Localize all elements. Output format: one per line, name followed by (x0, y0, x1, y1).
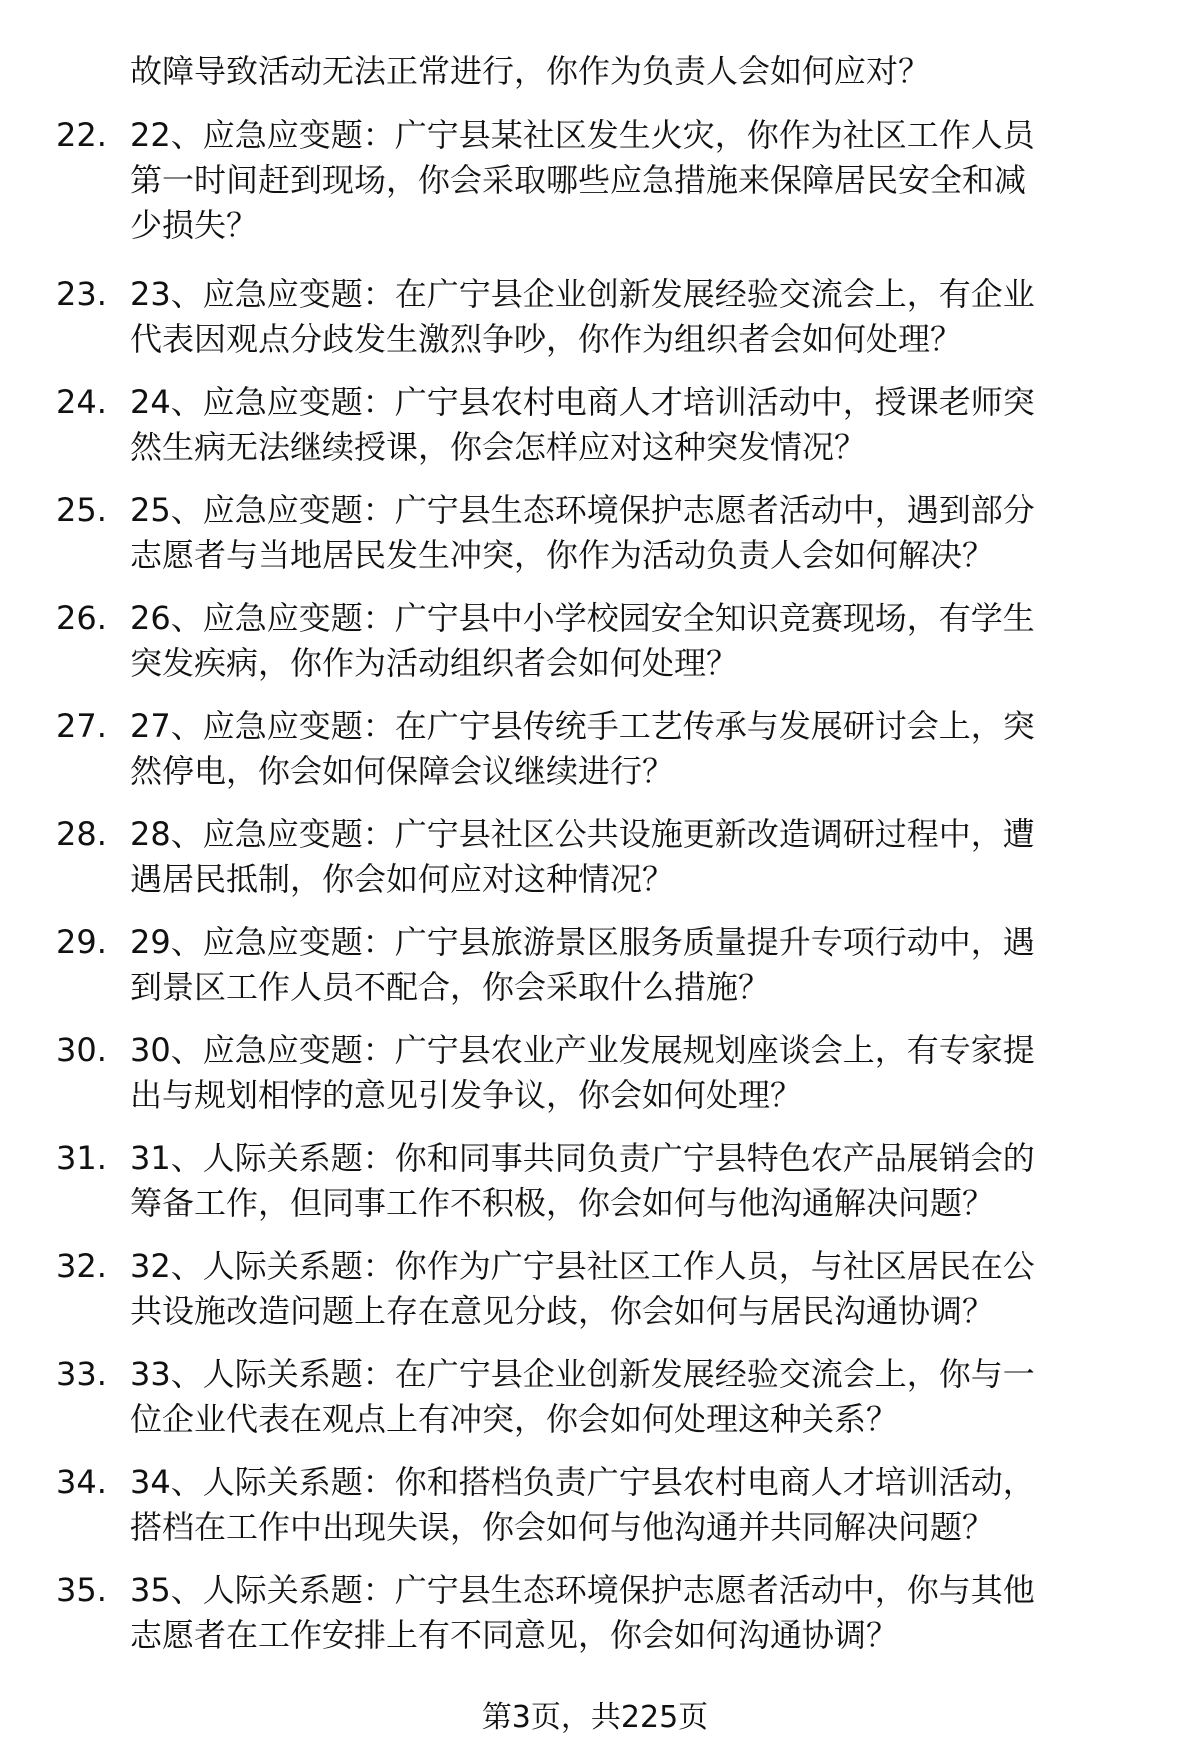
question-item (0, 1351, 1190, 1447)
question-item (0, 1567, 1190, 1663)
question-text-line: 第一时间赶到现场，你会采取哪些应急措施来保障居民安全和减 (130, 161, 1027, 199)
question-item (0, 1135, 1190, 1231)
question-number: 23. (56, 275, 107, 313)
question-text-line: 26、应急应变题：广宁县中小学校园安全知识竞赛现场，有学生 (130, 599, 1035, 637)
question-number: 24. (56, 383, 107, 421)
question-number: 33. (56, 1355, 107, 1393)
question-item (0, 1027, 1190, 1123)
question-text-line: 30、应急应变题：广宁县农业产业发展规划座谈会上，有专家提 (130, 1031, 1035, 1069)
continued-question-text: 故障导致活动无法正常进行，你作为负责人会如何应对？ (130, 52, 931, 90)
question-number: 35. (56, 1571, 107, 1609)
page-number-footer: 第3页，共225页 (481, 1700, 709, 1735)
question-number: 32. (56, 1247, 107, 1285)
question-item (0, 379, 1190, 475)
question-number: 30. (56, 1031, 107, 1069)
question-text-line: 28、应急应变题：广宁县社区公共设施更新改造调研过程中，遭 (130, 815, 1035, 853)
question-item (0, 1459, 1190, 1555)
question-text-line: 搭档在工作中出现失误，你会如何与他沟通并共同解决问题？ (130, 1508, 995, 1546)
question-text-line: 33、人际关系题：在广宁县企业创新发展经验交流会上，你与一 (130, 1355, 1035, 1393)
question-text-line: 筹备工作，但同事工作不积极，你会如何与他沟通解决问题？ (130, 1184, 995, 1222)
question-text-line: 25、应急应变题：广宁县生态环境保护志愿者活动中，遇到部分 (130, 491, 1035, 529)
question-text-line: 29、应急应变题：广宁县旅游景区服务质量提升专项行动中，遇 (130, 923, 1035, 961)
question-item (0, 1243, 1190, 1339)
question-item (0, 595, 1190, 691)
question-text-line: 然生病无法继续授课，你会怎样应对这种突发情况？ (130, 428, 867, 466)
question-number: 28. (56, 815, 107, 853)
question-text-line: 24、应急应变题：广宁县农村电商人才培训活动中，授课老师突 (130, 383, 1035, 421)
question-text-line: 出与规划相悖的意见引发争议，你会如何处理？ (130, 1076, 803, 1114)
question-number: 34. (56, 1463, 107, 1501)
question-text-line: 代表因观点分歧发生激烈争吵，你作为组织者会如何处理？ (130, 320, 963, 358)
question-item (0, 703, 1190, 799)
question-item (0, 811, 1190, 907)
question-number: 29. (56, 923, 107, 961)
question-text-line: 23、应急应变题：在广宁县企业创新发展经验交流会上，有企业 (130, 275, 1035, 313)
question-text-line: 22、应急应变题：广宁县某社区发生火灾，你作为社区工作人员 (130, 116, 1035, 154)
question-number: 25. (56, 491, 107, 529)
question-number: 31. (56, 1139, 107, 1177)
question-text-line: 志愿者与当地居民发生冲突，你作为活动负责人会如何解决？ (130, 536, 995, 574)
question-text-line: 31、人际关系题：你和同事共同负责广宁县特色农产品展销会的 (130, 1139, 1035, 1177)
question-text-line: 35、人际关系题：广宁县生态环境保护志愿者活动中，你与其他 (130, 1571, 1035, 1609)
question-text-line: 少损失？ (130, 206, 259, 244)
question-text-line: 27、应急应变题：在广宁县传统手工艺传承与发展研讨会上，突 (130, 707, 1035, 745)
question-text-line: 32、人际关系题：你作为广宁县社区工作人员，与社区居民在公 (130, 1247, 1035, 1285)
question-item (0, 919, 1190, 1015)
question-text-line: 志愿者在工作安排上有不同意见，你会如何沟通协调？ (130, 1616, 899, 1654)
question-number: 26. (56, 599, 107, 637)
question-number: 27. (56, 707, 107, 745)
question-text-line: 突发疾病，你作为活动组织者会如何处理？ (130, 644, 739, 682)
question-text-line: 34、人际关系题：你和搭档负责广宁县农村电商人才培训活动， (130, 1463, 1035, 1501)
question-item (0, 112, 1190, 254)
question-item (0, 271, 1190, 367)
question-text-line: 共设施改造问题上存在意见分歧，你会如何与居民沟通协调？ (130, 1292, 995, 1330)
question-text-line: 到景区工作人员不配合，你会采取什么措施？ (130, 968, 771, 1006)
question-text-line: 然停电，你会如何保障会议继续进行？ (130, 752, 675, 790)
question-text-line: 遇居民抵制，你会如何应对这种情况？ (130, 860, 675, 898)
question-text-line: 位企业代表在观点上有冲突，你会如何处理这种关系？ (130, 1400, 899, 1438)
question-item (0, 487, 1190, 583)
question-number: 22. (56, 116, 107, 154)
